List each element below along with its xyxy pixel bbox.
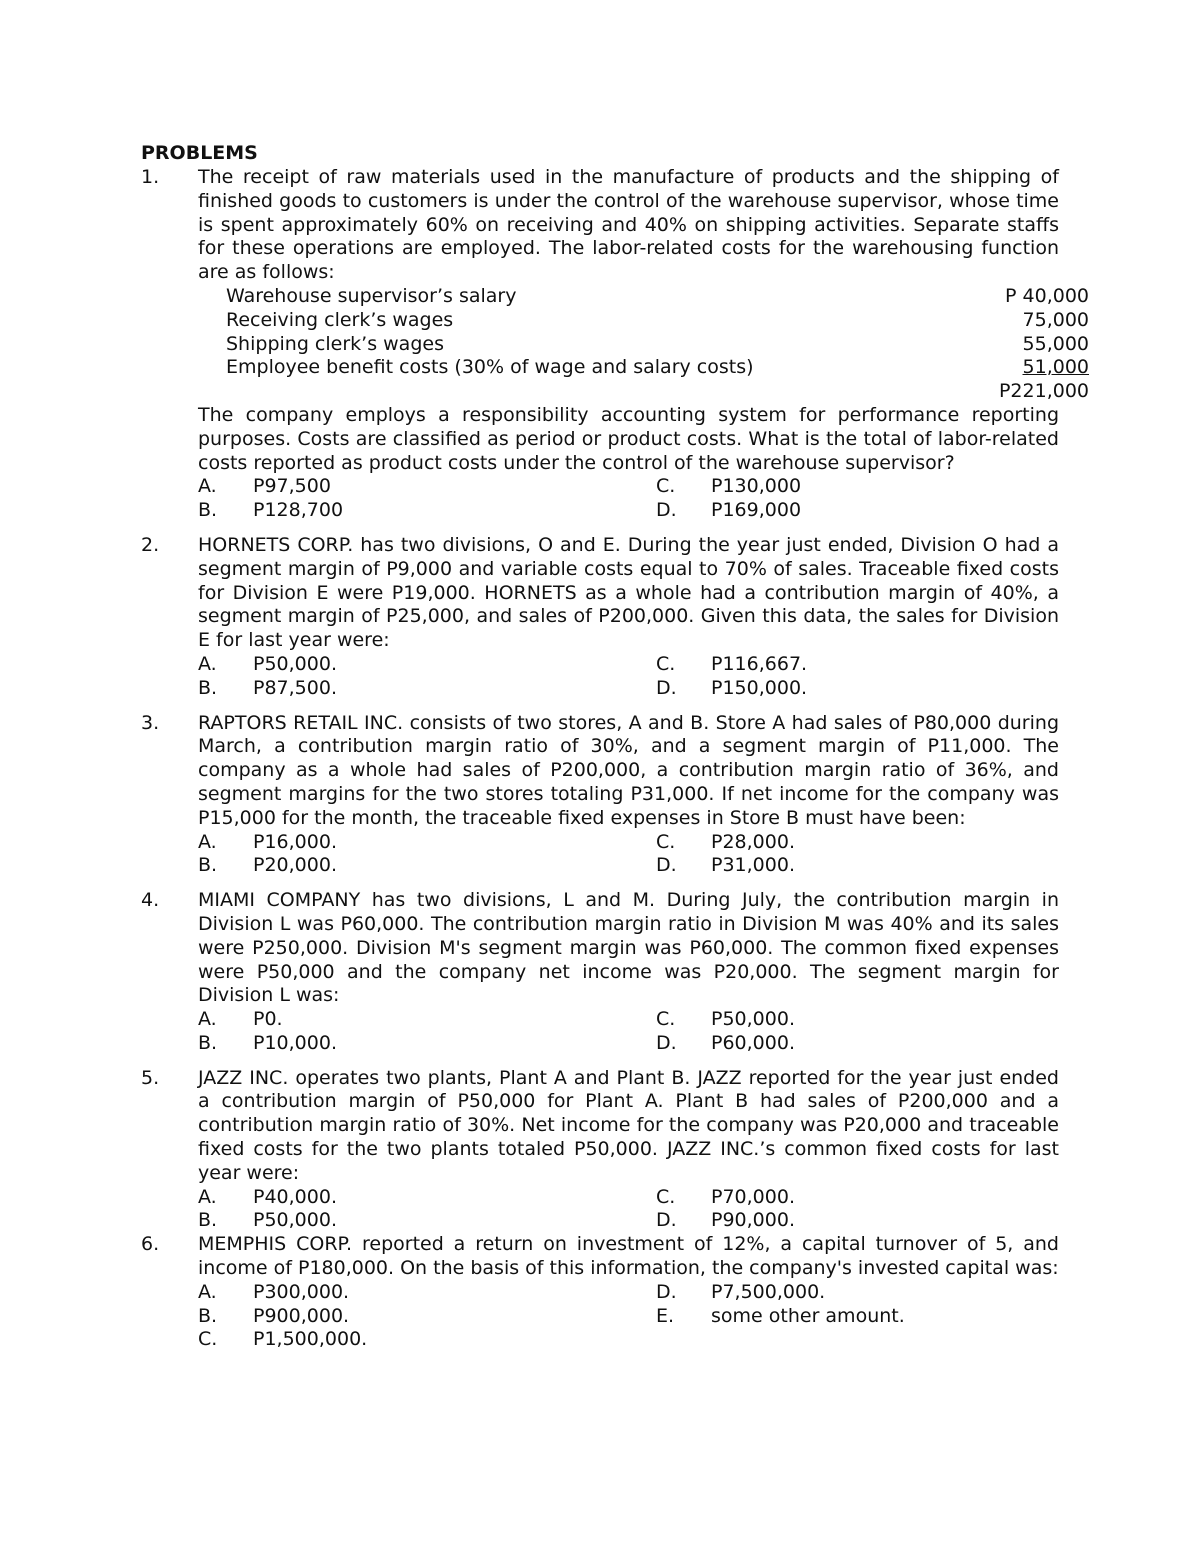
cost-ledger bbox=[198, 285, 1089, 404]
choice-b[interactable]: B. P87,500. bbox=[198, 676, 337, 699]
problem-2 bbox=[141, 534, 1059, 701]
problem-number: 6. bbox=[141, 1233, 160, 1256]
choice-b[interactable]: B. P900,000. bbox=[198, 1304, 350, 1327]
choice-d[interactable]: D. P90,000. bbox=[656, 1209, 795, 1232]
problem-4 bbox=[141, 889, 1059, 1056]
ledger-row bbox=[226, 309, 1089, 333]
choice-b[interactable]: B. P10,000. bbox=[198, 1031, 337, 1054]
ledger-label: Shipping clerk’s wages bbox=[226, 332, 444, 355]
choice-a[interactable]: A. P300,000. bbox=[198, 1280, 350, 1303]
document-body bbox=[141, 142, 1089, 1352]
ledger-amount: 51,000 bbox=[1022, 356, 1089, 379]
problem-number: 4. bbox=[141, 889, 160, 912]
answer-choices bbox=[198, 653, 1059, 701]
problem-5 bbox=[141, 1067, 1059, 1234]
problem-intro: The receipt of raw materials used in the manufacture of products and the shipping of finished goods to customers is under the control of the warehouse supervisor, whose time is spent approximately 60% on receiving and 40% on shipping activities. Separate staffs for these operations are employed. The labor-related costs for the warehousing function are as follows: bbox=[198, 166, 1059, 284]
ledger-row bbox=[226, 333, 1089, 357]
problem-1 bbox=[141, 166, 1089, 523]
ledger-row bbox=[226, 285, 1089, 309]
answer-choices bbox=[198, 1281, 1059, 1352]
choice-b[interactable]: B. P20,000. bbox=[198, 854, 337, 877]
choice-c[interactable]: C. P50,000. bbox=[656, 1008, 795, 1031]
ledger-label: Receiving clerk’s wages bbox=[226, 308, 454, 331]
choice-d[interactable]: D. P150,000. bbox=[656, 676, 808, 699]
choice-d[interactable]: D. P60,000. bbox=[656, 1031, 795, 1054]
problem-number: 1. bbox=[141, 166, 160, 188]
answer-choices bbox=[198, 831, 1059, 879]
problem-question: MEMPHIS CORP. reported a return on investment of 12%, a capital turnover of 5, and income of P180,000. On the basis of this information, the company's invested capital was: bbox=[198, 1233, 1059, 1280]
choice-a[interactable]: A. P40,000. bbox=[198, 1185, 337, 1208]
ledger-row bbox=[226, 356, 1089, 380]
choice-c[interactable]: C. P130,000 bbox=[656, 475, 802, 498]
problem-question: JAZZ INC. operates two plants, Plant A and Plant B. JAZZ reported for the year just ended a contribution margin of P50,000 for Plant A. Plant B had sales of P200,000 and a contribution margin ratio of 30%. Net income for the company was P20,000 and traceable fixed costs for the two plants totaled P50,000. JAZZ INC.’s common fixed costs for last year were: bbox=[198, 1066, 1059, 1184]
choice-b[interactable]: B. P50,000. bbox=[198, 1209, 337, 1232]
choice-d[interactable]: D. P169,000 bbox=[656, 499, 802, 522]
problem-question: RAPTORS RETAIL INC. consists of two stores, A and B. Store A had sales of P80,000 during March, a contribution margin ratio of 30%, and a segment margin of P11,000. The company as a whole had sales of P200,000, a contribution margin ratio of 36%, and segment margins for the two stores totaling P31,000. If net income for the company was P15,000 for the month, the traceable fixed expenses in Store B must have been: bbox=[198, 711, 1059, 829]
choice-c[interactable]: C. P28,000. bbox=[656, 830, 795, 853]
choice-b[interactable]: B. P128,700 bbox=[198, 499, 344, 522]
ledger-label: Employee benefit costs (30% of wage and salary costs) bbox=[226, 356, 754, 379]
problem-number: 3. bbox=[141, 711, 160, 734]
choice-a[interactable]: A. P0. bbox=[198, 1008, 283, 1031]
section-heading: PROBLEMS bbox=[141, 142, 258, 164]
problem-question: HORNETS CORP. has two divisions, O and E. During the year just ended, Division O had a segment margin of P9,000 and variable costs equal to 70% of sales. Traceable fixed costs for Division E were P19,000. HORNETS as a whole had a contribution margin of 40%, a segment margin of P25,000, and sales of P200,000. Given this data, the sales for Division E for last year were: bbox=[198, 533, 1059, 652]
problem-6 bbox=[141, 1233, 1059, 1352]
ledger-label: Warehouse supervisor’s salary bbox=[226, 284, 517, 307]
ledger-amount: 75,000 bbox=[1022, 308, 1089, 331]
choice-a[interactable]: A. P50,000. bbox=[198, 652, 337, 675]
choice-d[interactable]: D. P7,500,000. bbox=[656, 1280, 826, 1303]
problem-question: The company employs a responsibility accounting system for performance reporting purposes. Costs are classified as period or product costs. What is the total of labor-related costs reported as product costs under the control of the warehouse supervisor? bbox=[198, 403, 1059, 474]
choice-d[interactable]: D. P31,000. bbox=[656, 854, 795, 877]
choice-c[interactable]: C. P1,500,000. bbox=[198, 1328, 368, 1351]
choice-a[interactable]: A. P97,500 bbox=[198, 475, 331, 498]
choice-a[interactable]: A. P16,000. bbox=[198, 830, 337, 853]
choice-e[interactable]: E. some other amount. bbox=[656, 1304, 905, 1327]
answer-choices bbox=[198, 1008, 1059, 1056]
problem-question: MIAMI COMPANY has two divisions, L and M. During July, the contribution margin in Division L was P60,000. The contribution margin ratio in Division M was 40% and its sales were P250,000. Division M's segment margin was P60,000. The common fixed expenses were P50,000 and the company net income was P20,000. The segment margin for Division L was: bbox=[198, 889, 1059, 1007]
problem-number: 5. bbox=[141, 1066, 160, 1089]
problem-3 bbox=[141, 712, 1059, 879]
problem-number: 2. bbox=[141, 533, 160, 556]
ledger-total-row bbox=[226, 380, 1089, 404]
ledger-amount: 55,000 bbox=[1022, 332, 1089, 355]
answer-choices bbox=[198, 475, 1059, 523]
choice-c[interactable]: C. P70,000. bbox=[656, 1185, 795, 1208]
answer-choices bbox=[198, 1186, 1059, 1234]
choice-c[interactable]: C. P116,667. bbox=[656, 652, 808, 675]
ledger-total: P221,000 bbox=[998, 380, 1089, 403]
ledger-amount: P 40,000 bbox=[1005, 284, 1089, 307]
